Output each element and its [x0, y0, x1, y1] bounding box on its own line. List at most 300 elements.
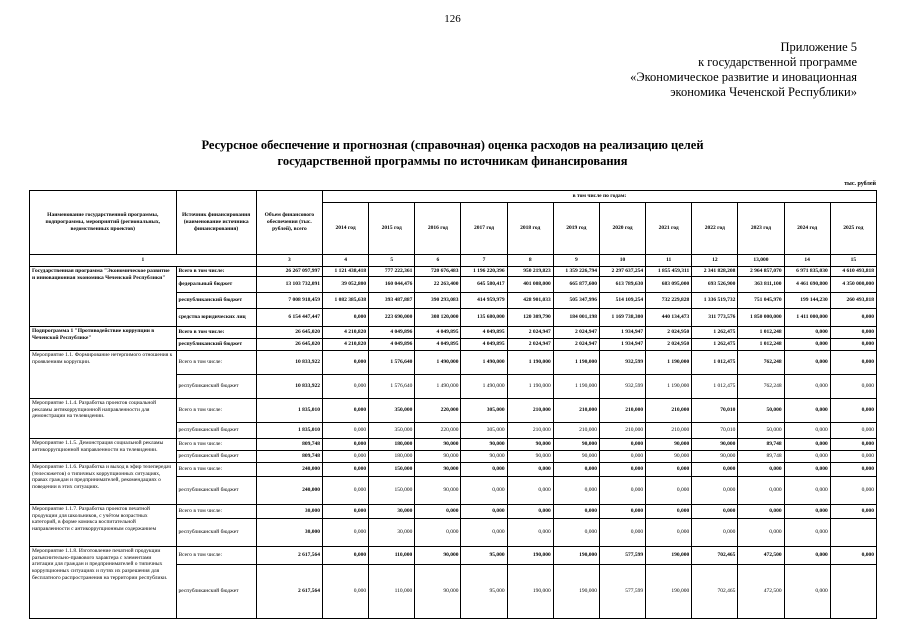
row-year-value: 0,000	[830, 398, 876, 422]
row-year-value: 1 196 220,396	[461, 267, 507, 277]
header-year-1: 2014 год	[323, 203, 369, 255]
row-year-value: 1 190,000	[646, 350, 692, 374]
row-year-value: 50,000	[738, 398, 784, 422]
row-year-value: 1 490,000	[415, 374, 461, 398]
row-funding-source: Всего в том числе:	[176, 267, 256, 277]
row-year-value: 0,000	[553, 476, 599, 504]
row-year-value: 22 263,400	[415, 276, 461, 292]
row-year-value: 932,599	[599, 350, 645, 374]
row-year-value: 613 789,630	[599, 276, 645, 292]
header-year-9: 2022 год	[692, 203, 738, 255]
column-number-6: 7	[461, 255, 507, 267]
row-year-value: 160 044,476	[369, 276, 415, 292]
row-year-value: 0,000	[784, 462, 830, 476]
row-year-value: 0,000	[784, 350, 830, 374]
row-total-value: 809,748	[256, 450, 322, 462]
appendix-line-2: к государственной программе	[698, 55, 857, 69]
row-year-value: 210,000	[599, 422, 645, 438]
row-year-value: 1 934,947	[599, 326, 645, 338]
row-year-value: 90,000	[692, 450, 738, 462]
row-funding-source: Всего в том числе:	[176, 462, 256, 476]
row-year-value: 210,000	[507, 422, 553, 438]
row-year-value: 4 049,896	[369, 338, 415, 350]
row-year-value: 505 347,996	[553, 292, 599, 308]
row-year-value: 210,000	[507, 398, 553, 422]
row-year-value: 751 045,970	[738, 292, 784, 308]
row-year-value: 720 676,483	[415, 267, 461, 277]
column-number-11: 12	[692, 255, 738, 267]
column-number-5: 6	[415, 255, 461, 267]
row-year-value: 0,000	[830, 476, 876, 504]
row-year-value: 1 490,000	[461, 350, 507, 374]
row-funding-source: республиканский бюджет	[176, 564, 256, 618]
row-year-value: 90,000	[692, 438, 738, 450]
row-year-value: 665 877,600	[553, 276, 599, 292]
row-year-value: 0,000	[738, 462, 784, 476]
row-year-value: 210,000	[553, 422, 599, 438]
row-year-value: 0,000	[784, 326, 830, 338]
row-year-value: 401 008,000	[507, 276, 553, 292]
row-year-value: 90,000	[415, 438, 461, 450]
row-year-value: 95,000	[461, 546, 507, 564]
row-year-value: 1 012,475	[692, 350, 738, 374]
row-total-value: 26 645,020	[256, 338, 322, 350]
row-year-value: 4 049,895	[415, 326, 461, 338]
table-row	[30, 326, 877, 338]
row-year-value: 210,000	[599, 398, 645, 422]
row-year-value: 0,000	[738, 476, 784, 504]
row-year-value: 0,000	[507, 518, 553, 546]
header-year-11: 2024 год	[784, 203, 830, 255]
row-year-value: 120 309,790	[507, 308, 553, 326]
row-year-value: 0,000	[784, 398, 830, 422]
column-number-10: 11	[646, 255, 692, 267]
header-year-3: 2016 год	[415, 203, 461, 255]
row-year-value: 210,000	[553, 398, 599, 422]
row-year-value: 0,000	[599, 438, 645, 450]
table-row	[30, 350, 877, 374]
row-year-value: 0,000	[461, 504, 507, 518]
column-number-13: 14	[784, 255, 830, 267]
header-year-8: 2021 год	[646, 203, 692, 255]
row-year-value: 762,248	[738, 374, 784, 398]
row-year-value: 89,748	[738, 450, 784, 462]
header-total-column: Объем финансового обеспечения (тыс. рублей), всего	[256, 191, 322, 255]
row-year-value: 6 971 835,030	[784, 267, 830, 277]
row-year-value: 0,000	[784, 518, 830, 546]
row-year-value: 4 210,820	[323, 326, 369, 338]
row-year-value: 1 190,000	[553, 374, 599, 398]
row-funding-source: республиканский бюджет	[176, 338, 256, 350]
row-year-value: 1 121 438,418	[323, 267, 369, 277]
row-year-value	[830, 518, 876, 546]
row-year-value: 89,748	[738, 438, 784, 450]
row-year-value: 4 049,895	[415, 338, 461, 350]
row-year-value: 1 934,947	[599, 338, 645, 350]
row-year-value: 1 190,000	[507, 350, 553, 374]
row-year-value: 1 576,640	[369, 350, 415, 374]
row-year-value: 732 229,828	[646, 292, 692, 308]
row-year-value: 414 959,979	[461, 292, 507, 308]
row-program-name: Государственная программа "Экономическое развитие и инновационная экономика Чеченской Республики"	[30, 267, 177, 327]
row-year-value: 1 490,000	[461, 374, 507, 398]
row-year-value: 645 580,417	[461, 276, 507, 292]
row-funding-source: республиканский бюджет	[176, 374, 256, 398]
row-year-value: 150,000	[369, 476, 415, 504]
page-number: 126	[444, 13, 461, 25]
header-year-7: 2020 год	[599, 203, 645, 255]
row-year-value: 0,000	[830, 338, 876, 350]
row-year-value: 4 610 493,818	[830, 267, 876, 277]
row-year-value: 4 210,820	[323, 338, 369, 350]
row-year-value: 472,500	[738, 564, 784, 618]
header-year-10: 2023 год	[738, 203, 784, 255]
row-year-value: 190,000	[646, 546, 692, 564]
financing-table	[29, 190, 877, 619]
row-year-value: 0,000	[738, 504, 784, 518]
row-year-value: 4 049,896	[369, 326, 415, 338]
column-number-14: 15	[830, 255, 876, 267]
row-total-value: 6 154 447,447	[256, 308, 322, 326]
row-year-value: 0,000	[323, 438, 369, 450]
row-year-value: 0,000	[323, 374, 369, 398]
row-year-value: 514 109,254	[599, 292, 645, 308]
row-year-value: 0,000	[415, 504, 461, 518]
row-year-value: 472,500	[738, 546, 784, 564]
row-year-value: 0,000	[784, 374, 830, 398]
row-year-value: 210,000	[646, 422, 692, 438]
row-year-value: 1 262,475	[692, 338, 738, 350]
column-number-12: 13,000	[738, 255, 784, 267]
row-year-value: 0,000	[646, 462, 692, 476]
row-year-value: 2 964 857,070	[738, 267, 784, 277]
units-label: тыс. рублей	[844, 181, 876, 187]
row-year-value: 0,000	[507, 504, 553, 518]
row-year-value: 0,000	[507, 476, 553, 504]
row-year-value: 90,000	[415, 450, 461, 462]
row-year-value: 0,000	[830, 308, 876, 326]
row-total-value: 30,000	[256, 504, 322, 518]
row-year-value: 4 049,895	[461, 326, 507, 338]
row-year-value: 0,000	[692, 518, 738, 546]
row-program-name: Мероприятие 1.1.8. Изготовление печатной продукции разъяснительно-правового характера с элементами агитации для граждан и предпринимателей о типичных коррупционных ситуациях и путях их разрешения для бесплатного распространения на территории республики.	[30, 546, 177, 618]
row-year-value: 0,000	[323, 476, 369, 504]
column-number-2: 3	[256, 255, 322, 267]
row-funding-source: Всего в том числе:	[176, 350, 256, 374]
row-year-value: 1 850 000,000	[738, 308, 784, 326]
row-year-value: 190,000	[646, 564, 692, 618]
row-year-value: 577,599	[599, 564, 645, 618]
row-funding-source: республиканский бюджет	[176, 422, 256, 438]
header-years-group: в том числе по годам:	[323, 191, 877, 203]
row-year-value: 0,000	[323, 422, 369, 438]
row-year-value: 0,000	[784, 504, 830, 518]
row-year-value: 190,000	[553, 564, 599, 618]
row-year-value: 0,000	[415, 518, 461, 546]
row-year-value: 1 190,000	[507, 374, 553, 398]
column-number-7: 8	[507, 255, 553, 267]
row-year-value: 90,000	[646, 450, 692, 462]
row-year-value: 1 169 738,300	[599, 308, 645, 326]
row-funding-source: республиканский бюджет	[176, 518, 256, 546]
row-year-value: 0,000	[507, 462, 553, 476]
row-year-value: 0,000	[323, 308, 369, 326]
row-year-value: 260 493,818	[830, 292, 876, 308]
row-year-value: 90,000	[553, 450, 599, 462]
row-year-value: 4 049,895	[461, 338, 507, 350]
row-year-value: 0,000	[461, 462, 507, 476]
row-year-value: 0,000	[323, 450, 369, 462]
row-year-value: 95,000	[461, 564, 507, 618]
row-year-value: 702,465	[692, 546, 738, 564]
document-title	[0, 137, 905, 169]
row-funding-source: Всего в том числе:	[176, 438, 256, 450]
row-funding-source: республиканский бюджет	[176, 476, 256, 504]
header-year-6: 2019 год	[553, 203, 599, 255]
row-year-value: 0,000	[784, 546, 830, 564]
appendix-line-3: «Экономическое развитие и иновационная	[630, 70, 857, 84]
row-year-value: 110,000	[369, 564, 415, 618]
row-year-value: 90,000	[415, 476, 461, 504]
row-year-value: 0,000	[830, 422, 876, 438]
row-year-value: 0,000	[599, 462, 645, 476]
row-year-value: 762,248	[738, 350, 784, 374]
column-number-9: 10	[599, 255, 645, 267]
row-year-value: 777 222,361	[369, 267, 415, 277]
row-year-value: 2 024,950	[646, 338, 692, 350]
title-line-1: Ресурсное обеспечение и прогнозная (справочная) оценка расходов на реализацию целей	[201, 138, 704, 152]
table-row	[30, 546, 877, 564]
row-year-value: 190,000	[553, 546, 599, 564]
row-year-value: 0,000	[323, 546, 369, 564]
row-total-value: 26 267 097,997	[256, 267, 322, 277]
table-row	[30, 504, 877, 518]
row-year-value: 0,000	[323, 504, 369, 518]
row-year-value: 1 082 385,638	[323, 292, 369, 308]
row-year-value: 0,000	[830, 462, 876, 476]
row-year-value: 0,000	[553, 504, 599, 518]
row-year-value: 190,000	[507, 564, 553, 618]
row-year-value: 180,000	[369, 438, 415, 450]
row-year-value	[830, 564, 876, 618]
row-year-value: 1 190,000	[553, 350, 599, 374]
row-year-value: 1 012,248	[738, 326, 784, 338]
row-year-value: 0,000	[692, 462, 738, 476]
row-total-value: 2 617,564	[256, 546, 322, 564]
row-total-value: 240,000	[256, 476, 322, 504]
row-total-value: 10 833,922	[256, 350, 322, 374]
row-program-name: Мероприятие 1.1.7. Разработка проектов печатной продукции для школьников, с учётом возрастных категорий, в форме комикса воспитательной направленности с антикоррупционным содержанием	[30, 504, 177, 546]
row-year-value: 0,000	[461, 518, 507, 546]
row-year-value: 0,000	[323, 462, 369, 476]
row-year-value: 110,000	[369, 546, 415, 564]
row-year-value: 0,000	[646, 504, 692, 518]
row-funding-source: федеральный бюджет	[176, 276, 256, 292]
row-funding-source: средства юридических лиц	[176, 308, 256, 326]
row-total-value: 1 835,010	[256, 398, 322, 422]
row-program-name: Мероприятие 1.1.4. Разработка проектов социальной рекламы антикоррупционной направленности для демонстрации на телевидении.	[30, 398, 177, 438]
row-year-value: 0,000	[784, 338, 830, 350]
row-year-value: 1 576,640	[369, 374, 415, 398]
row-year-value: 1 336 519,732	[692, 292, 738, 308]
row-year-value: 693 526,900	[692, 276, 738, 292]
row-year-value: 199 144,230	[784, 292, 830, 308]
row-year-value: 0,000	[599, 450, 645, 462]
row-year-value: 0,000	[646, 476, 692, 504]
column-number-1: 1	[30, 255, 257, 267]
row-year-value: 0,000	[830, 546, 876, 564]
row-year-value: 180,000	[369, 450, 415, 462]
header-year-5: 2018 год	[507, 203, 553, 255]
row-year-value: 90,000	[415, 564, 461, 618]
row-year-value: 1 012,248	[738, 338, 784, 350]
row-year-value: 90,000	[507, 450, 553, 462]
row-year-value: 0,000	[692, 476, 738, 504]
row-program-name: Мероприятие 1.1.5. Демонстрация социальной рекламы антикоррупционной направленности на телевидении.	[30, 438, 177, 462]
row-year-value: 0,000	[323, 398, 369, 422]
row-funding-source: Всего в том числе:	[176, 326, 256, 338]
row-year-value: 70,010	[692, 422, 738, 438]
row-total-value: 2 617,564	[256, 564, 322, 618]
row-total-value: 13 103 732,091	[256, 276, 322, 292]
row-year-value: 311 773,576	[692, 308, 738, 326]
row-year-value: 220,000	[415, 422, 461, 438]
row-program-name: Мероприятие 1.1.6. Разработка и выход в эфир телепередач (телесюжетов) о типичных коррупционных ситуациях, правах граждан и предпринимателей, рекомендациях о поведении в этих ситуациях.	[30, 462, 177, 504]
row-year-value: 70,010	[692, 398, 738, 422]
row-year-value: 440 134,473	[646, 308, 692, 326]
row-year-value: 210,000	[646, 398, 692, 422]
row-year-value: 2 297 637,254	[599, 267, 645, 277]
row-year-value: 0,000	[461, 476, 507, 504]
row-year-value: 90,000	[415, 546, 461, 564]
row-year-value: 30,000	[369, 504, 415, 518]
row-year-value: 428 901,033	[507, 292, 553, 308]
row-year-value: 0,000	[830, 450, 876, 462]
row-funding-source: Всего в том числе:	[176, 504, 256, 518]
row-year-value: 363 811,100	[738, 276, 784, 292]
row-year-value: 4 461 690,800	[784, 276, 830, 292]
row-year-value: 950 219,823	[507, 267, 553, 277]
row-year-value: 90,000	[553, 438, 599, 450]
row-funding-source: Всего в том числе:	[176, 546, 256, 564]
row-year-value: 1 190,000	[646, 374, 692, 398]
row-total-value: 809,748	[256, 438, 322, 450]
row-year-value: 350,000	[369, 398, 415, 422]
table-row	[30, 398, 877, 422]
row-year-value: 0,000	[738, 518, 784, 546]
row-year-value: 0,000	[830, 438, 876, 450]
row-funding-source: республиканский бюджет	[176, 292, 256, 308]
row-year-value: 0,000	[784, 476, 830, 504]
row-year-value: 0,000	[784, 438, 830, 450]
row-year-value: 90,000	[461, 450, 507, 462]
row-year-value: 4 350 000,000	[830, 276, 876, 292]
row-year-value: 90,000	[507, 438, 553, 450]
row-year-value: 308 120,000	[415, 308, 461, 326]
row-year-value: 683 095,000	[646, 276, 692, 292]
row-year-value: 1 262,475	[692, 326, 738, 338]
row-year-value: 932,599	[599, 374, 645, 398]
row-year-value: 150,000	[369, 462, 415, 476]
row-year-value: 1 490,000	[415, 350, 461, 374]
row-year-value: 220,000	[415, 398, 461, 422]
row-year-value: 0,000	[599, 476, 645, 504]
row-total-value: 10 833,922	[256, 374, 322, 398]
header-year-2: 2015 год	[369, 203, 415, 255]
row-year-value: 0,000	[323, 350, 369, 374]
row-year-value: 0,000	[323, 518, 369, 546]
column-number-8: 9	[553, 255, 599, 267]
appendix-note	[630, 40, 857, 100]
row-funding-source: Всего в том числе:	[176, 398, 256, 422]
title-line-2: государственной программы по источникам финансирования	[277, 154, 628, 168]
column-number-4: 5	[369, 255, 415, 267]
row-program-name: Подпрограмма 1 "Противодействие коррупции в Чеченской Республике"	[30, 326, 177, 350]
row-year-value: 90,000	[646, 438, 692, 450]
row-year-value: 0,000	[784, 450, 830, 462]
row-year-value: 0,000	[599, 504, 645, 518]
row-year-value: 184 001,198	[553, 308, 599, 326]
row-year-value: 135 680,000	[461, 308, 507, 326]
row-year-value: 393 487,887	[369, 292, 415, 308]
row-program-name: Мероприятие 1.1. Формирование нетерпимого отношения к проявлениям коррупции.	[30, 350, 177, 398]
row-year-value: 0,000	[830, 504, 876, 518]
header-year-12: 2025 год	[830, 203, 876, 255]
row-year-value: 2 024,947	[507, 338, 553, 350]
row-year-value: 50,000	[738, 422, 784, 438]
row-year-value: 2 024,947	[553, 326, 599, 338]
row-year-value: 90,000	[461, 438, 507, 450]
row-year-value: 2 024,950	[646, 326, 692, 338]
row-year-value: 1 855 459,311	[646, 267, 692, 277]
row-year-value: 0,000	[784, 422, 830, 438]
row-year-value: 1 411 000,000	[784, 308, 830, 326]
row-year-value: 30,000	[369, 518, 415, 546]
appendix-line-1: Приложение 5	[780, 40, 857, 54]
row-year-value: 1 359 226,794	[553, 267, 599, 277]
row-year-value: 0,000	[323, 564, 369, 618]
row-year-value: 350,000	[369, 422, 415, 438]
row-year-value: 305,000	[461, 398, 507, 422]
row-total-value: 30,000	[256, 518, 322, 546]
row-year-value: 0,000	[692, 504, 738, 518]
row-year-value: 2 024,947	[507, 326, 553, 338]
row-year-value: 0,000	[599, 518, 645, 546]
row-total-value: 26 645,020	[256, 326, 322, 338]
row-year-value: 0,000	[553, 518, 599, 546]
row-total-value: 7 008 918,459	[256, 292, 322, 308]
row-year-value: 390 293,083	[415, 292, 461, 308]
row-year-value: 39 052,800	[323, 276, 369, 292]
row-total-value: 240,000	[256, 462, 322, 476]
table-row	[30, 462, 877, 476]
row-year-value: 1 012,475	[692, 374, 738, 398]
row-year-value: 190,000	[507, 546, 553, 564]
row-year-value: 2 341 828,208	[692, 267, 738, 277]
row-year-value: 0,000	[784, 564, 830, 618]
table-row	[30, 267, 877, 277]
header-source-column: Источник финансирования (наименование источника финансирования)	[176, 191, 256, 255]
header-year-4: 2017 год	[461, 203, 507, 255]
row-year-value: 577,599	[599, 546, 645, 564]
row-year-value: 0,000	[830, 350, 876, 374]
row-year-value: 0,000	[830, 374, 876, 398]
row-year-value: 223 690,000	[369, 308, 415, 326]
column-number-3: 4	[323, 255, 369, 267]
row-year-value: 0,000	[830, 326, 876, 338]
row-year-value: 90,000	[415, 462, 461, 476]
appendix-line-4: экономика Чеченской Республики»	[670, 85, 857, 99]
